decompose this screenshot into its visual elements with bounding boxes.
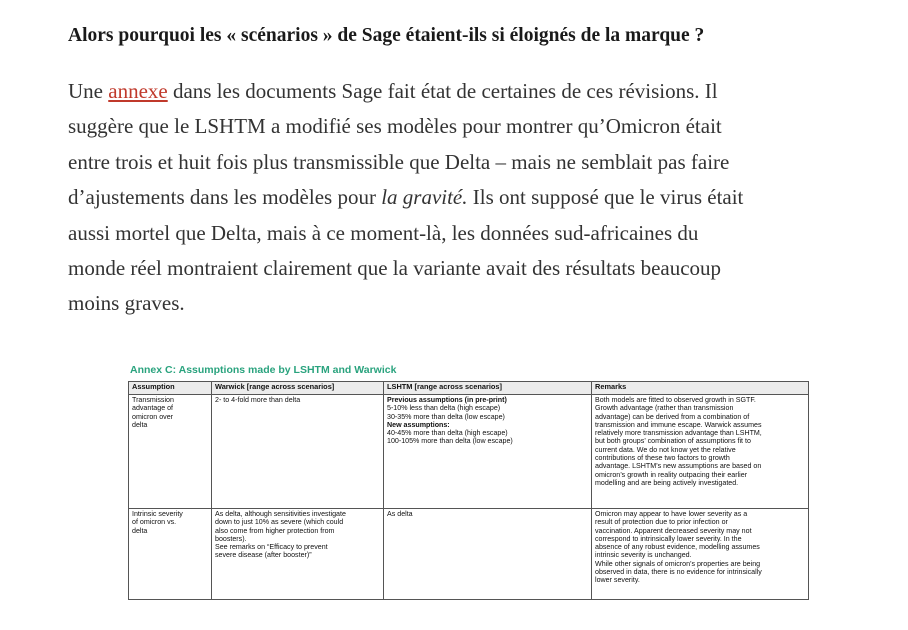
cell-text: Omicron may appear to have lower severity as a (595, 510, 748, 518)
header-assumption: Assumption (129, 382, 212, 395)
cell-text: delta (132, 526, 148, 535)
paragraph-line: aussi mortel que Delta, mais à ce moment-là, les données sud-africaines du (68, 220, 699, 245)
cell-text: New assumptions: (387, 420, 450, 429)
cell-text: 5-10% less than delta (high escape) (387, 404, 501, 413)
cell-text: but both groups’ combination of assumptions fit to (595, 437, 751, 446)
paragraph-line: suggère que le LSHTM a modifié ses modèles pour montrer qu’Omicron était (68, 114, 722, 139)
text: dans les documents Sage fait état de certaines de ces révisions. Il (167, 79, 718, 103)
cell-text: advantage. LSHTM’s new assumptions are based on (595, 462, 762, 471)
table-row (129, 395, 809, 509)
cell-text: As delta, although sensitivities investigate (215, 510, 346, 518)
table-header-row (129, 382, 809, 395)
cell-text: of omicron vs. (132, 518, 177, 527)
cell-lshtm (384, 509, 592, 600)
annex-table (128, 381, 809, 600)
cell-text: While other signals of omicron’s properties are being (595, 559, 761, 568)
text: Ils ont supposé que le virus était (467, 185, 744, 210)
annex-image (128, 364, 810, 606)
paragraph-line: monde réel montraient clairement que la variante avait des résultats beaucoup (68, 256, 722, 281)
cell-text: See remarks on “Efficacy to prevent (215, 543, 328, 552)
cell-text: 2- to 4-fold more than delta (215, 396, 301, 404)
cell-text: intrinsic severity is unchanged. (595, 551, 692, 560)
cell-text: contributions of these two factors to growth (595, 454, 730, 463)
cell-text: As delta (387, 510, 413, 518)
cell-text: observed in data, there is no evidence for intrinsically (595, 568, 762, 577)
paragraph-line: moins graves. (68, 291, 185, 316)
cell-text: modelling and are being actively investigated. (595, 478, 739, 487)
header-warwick: Warwick [range across scenarios] (212, 382, 384, 395)
article-heading: Alors pourquoi les « scénarios » de Sage étaient-ils si éloignés de la marque ? (68, 25, 705, 46)
cell-text: advantage of (132, 404, 174, 413)
cell-text: omicron over (132, 412, 174, 421)
cell-text: 30-35% more than delta (low escape) (387, 412, 505, 421)
cell-text: Transmission (132, 396, 174, 404)
paragraph-line (68, 180, 868, 215)
annex-link[interactable]: annexe (108, 79, 168, 103)
cell-text: vaccination. Apparent decreased severity may not (595, 526, 752, 535)
cell-text: delta (132, 420, 148, 429)
annex-title: Annex C: Assumptions made by LSHTM and Warwick (130, 364, 397, 376)
cell-text: omicron’s growth in reality outpacing their earlier (595, 470, 748, 479)
cell-text: boosters). (215, 534, 247, 543)
cell-text: Previous assumptions (in pre-print) (387, 396, 507, 404)
cell-remarks (592, 395, 809, 509)
italic-text: la gravité. (381, 185, 468, 210)
cell-text: transmission and immune escape. Warwick assumes (595, 420, 762, 429)
text: Une (68, 79, 109, 103)
cell-text: also come from higher protection from (215, 526, 335, 535)
table-row (129, 509, 809, 600)
cell-lshtm (384, 395, 592, 509)
header-lshtm: LSHTM [range across scenarios] (384, 382, 592, 395)
cell-warwick (212, 509, 384, 600)
cell-text: 100-105% more than delta (low escape) (387, 437, 513, 446)
cell-text: result of protection due to prior infection or (595, 518, 728, 527)
paragraph-line: entre trois et huit fois plus transmissible que Delta – mais ne semblait pas faire (68, 149, 730, 174)
cell-text: advantage) can be derived from a combination of (595, 412, 750, 421)
cell-warwick (212, 395, 384, 509)
cell-text: Growth advantage (rather than transmission (595, 404, 734, 413)
cell-remarks (592, 509, 809, 600)
header-remarks: Remarks (592, 382, 809, 395)
cell-text: 40-45% more than delta (high escape) (387, 429, 508, 438)
cell-text: correspond to intrinsically lower severity. In the (595, 534, 742, 543)
article-paragraph (68, 74, 868, 322)
cell-text: down to just 10% as severe (which could (215, 518, 344, 527)
cell-text: absence of any robust evidence, modelling assumes (595, 543, 760, 552)
cell-assumption (129, 509, 212, 600)
cell-assumption (129, 395, 212, 509)
cell-text: Both models are fitted to observed growth in SGTF. (595, 396, 756, 404)
cell-text: relatively more transmission advantage than LSHTM, (595, 429, 762, 438)
cell-text: current data. We do not know yet the relative (595, 445, 736, 454)
cell-text: lower severity. (595, 576, 640, 585)
text: d’ajustements dans les modèles pour (68, 185, 382, 210)
cell-text: Intrinsic severity (132, 510, 183, 518)
cell-text: severe disease (after booster)” (215, 551, 312, 560)
paragraph-line (68, 74, 868, 109)
